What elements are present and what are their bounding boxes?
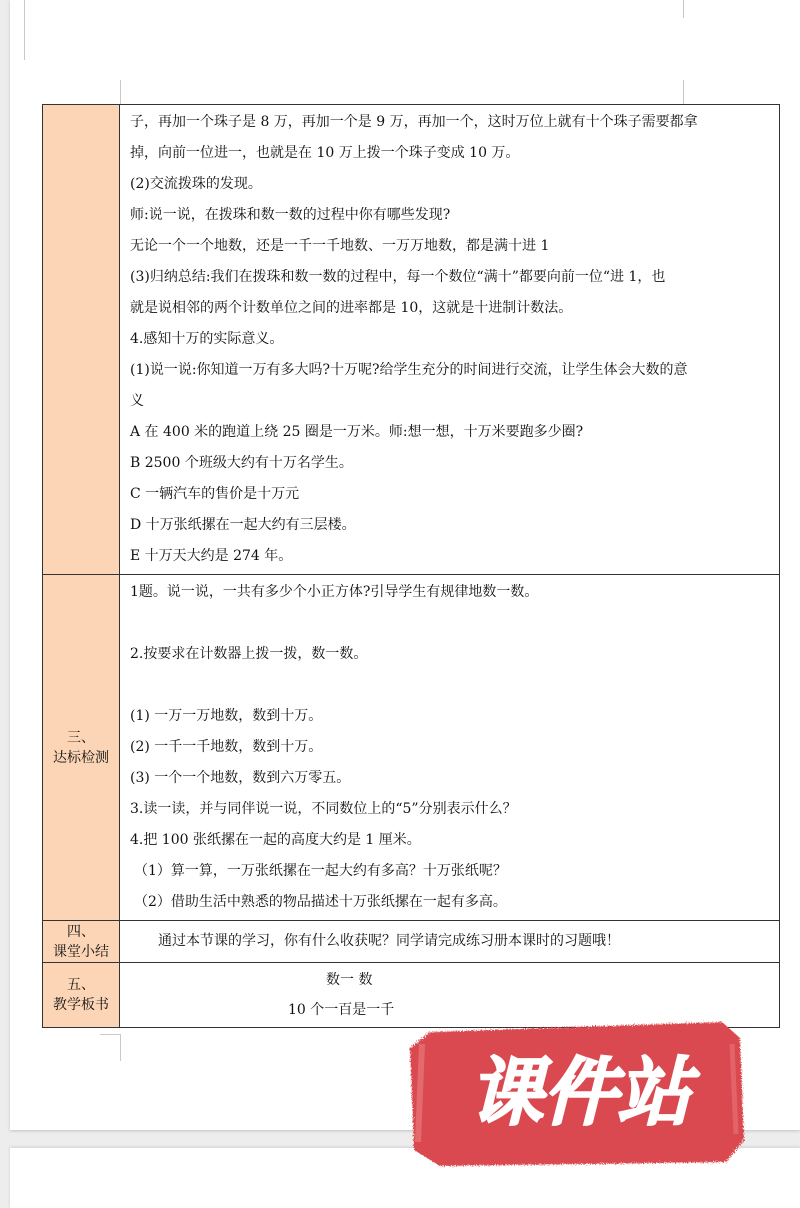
table-row (43, 575, 780, 921)
section-title: 课堂小结 (53, 943, 109, 960)
text-line: 无论一个一个地数，还是一千一千地数、一万万地数，都是满十进 1 (130, 238, 550, 254)
text-line: (1)说一说:你知道一万有多大吗?十万呢?给学生充分的时间进行交流，让学生体会大数的意 (130, 362, 688, 378)
blank-line (130, 608, 771, 639)
board-title: 数一 数 (326, 972, 373, 988)
table-row (43, 921, 780, 963)
section-label-cell (43, 575, 120, 921)
text-line: 师:说一说，在拨珠和数一数的过程中你有哪些发现? (130, 207, 451, 223)
exercise-subitem: (2) 一千一千地数，数到十万。 (130, 739, 323, 755)
board-line: 10 个一百是一千 (288, 1002, 395, 1018)
text-line: 义 (130, 393, 144, 409)
text-line: (3)归纳总结:我们在拨珠和数一数的过程中，每一个数位“满十”都要向前一位“进 1，也 (130, 269, 666, 285)
section-content-cell (120, 921, 780, 963)
table-row (43, 105, 780, 575)
exercise-subitem: （1）算一算，一万张纸摞在一起大约有多高？十万张纸呢？ (134, 863, 507, 879)
text-line: E 十万天大约是 274 年。 (130, 548, 293, 564)
lesson-plan-table (42, 104, 780, 1028)
crop-mark-top-left (100, 80, 121, 105)
text-line: 子，再加一个珠子是 8 万，再加一个是 9 万，再加一个，这时万位上就有十个珠子需要都拿 (130, 114, 698, 130)
exercise-item: 3.读一读，并与同伴说一说，不同数位上的“5”分别表示什么？ (130, 801, 517, 817)
exercise-subitem: (3) 一个一个地数，数到六万零五。 (130, 770, 351, 786)
summary-text: 通过本节课的学习，你有什么收获呢？同学请完成练习册本课时的习题哦！ (158, 933, 620, 949)
crop-mark-bottom-left (100, 1034, 121, 1061)
section-number: 四、 (67, 923, 95, 940)
section-content-cell (120, 575, 780, 921)
section-label-cell (43, 921, 120, 963)
exercise-subitem: (1) 一万一万地数，数到十万。 (130, 708, 323, 724)
exercise-subitem: （2）借助生活中熟悉的物品描述十万张纸摞在一起有多高。 (134, 894, 507, 910)
section-label-cell (43, 963, 120, 1028)
text-line: (2)交流拨珠的发现。 (130, 176, 262, 192)
text-line: 就是说相邻的两个计数单位之间的进率都是 10，这就是十进制计数法。 (130, 300, 573, 316)
exercise-item: 1题。说一说，一共有多少个小正方体?引导学生有规律地数一数。 (130, 584, 539, 600)
text-line: D 十万张纸摞在一起大约有三层楼。 (130, 517, 356, 533)
section-label-cell (43, 105, 120, 575)
crop-mark-top-right (683, 80, 704, 105)
exercise-item: 2.按要求在计数器上拨一拨，数一数。 (130, 646, 368, 662)
text-line: 4.感知十万的实际意义。 (130, 331, 284, 347)
page-margin-guide (683, 0, 685, 18)
text-line: A 在 400 米的跑道上绕 25 圈是一万米。师:想一想，十万米要跑多少圈? (130, 424, 584, 440)
section-title: 教学板书 (53, 997, 109, 1013)
watermark-text: 课件站 (469, 1050, 691, 1136)
text-line: 掉，向前一位进一，也就是在 10 万上拨一个珠子变成 10 万。 (130, 145, 520, 161)
section-number: 五、 (67, 977, 95, 993)
blank-line (130, 670, 771, 701)
watermark-logo (400, 1014, 752, 1170)
section-content-cell (120, 105, 780, 575)
text-line: B 2500 个班级大约有十万名学生。 (130, 455, 353, 471)
text-line: C 一辆汽车的售价是十万元 (130, 486, 300, 502)
section-number: 三、 (67, 729, 95, 746)
section-title: 达标检测 (53, 749, 109, 766)
page-margin-guide (24, 0, 26, 60)
exercise-item: 4.把 100 张纸摞在一起的高度大约是 1 厘米。 (130, 832, 421, 848)
